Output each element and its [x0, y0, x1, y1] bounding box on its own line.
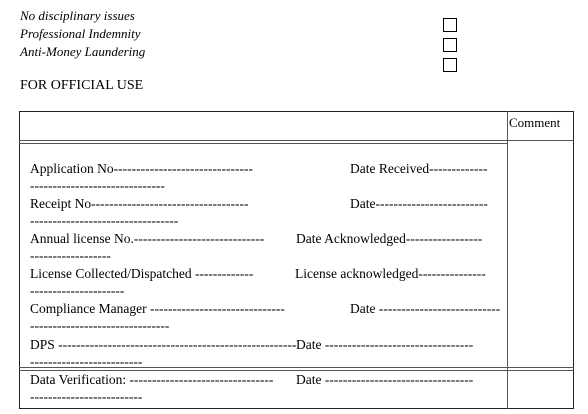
verification-divider-inner [19, 370, 574, 371]
field-dps: DPS ----------------------------------------------------- [30, 337, 297, 352]
column-divider [507, 111, 508, 409]
field-compliance-manager: Compliance Manager ------------------------------ [30, 301, 285, 316]
field-receipt-no: Receipt No----------------------------------- [30, 196, 249, 211]
field-receipt-date: Date------------------------- [350, 196, 488, 211]
declaration-anti-money-laundering: Anti-Money Laundering [20, 44, 146, 59]
field-date-received: Date Received------------- [350, 161, 488, 176]
field-data-verification-cont: ------------------------- [30, 389, 143, 404]
field-dps-date: Date --------------------------------- [296, 337, 474, 352]
checkbox-professional-indemnity[interactable] [443, 38, 457, 52]
field-date-acknowledged: Date Acknowledged----------------- [296, 231, 483, 246]
official-use-heading: FOR OFFICIAL USE [20, 78, 144, 93]
comment-header: Comment [509, 115, 561, 130]
header-divider-inner [19, 143, 508, 144]
field-license-collected: License Collected/Dispatched ------------- [30, 266, 254, 281]
declaration-professional-indemnity: Professional Indemnity [20, 26, 141, 41]
field-annual-license-cont: ------------------ [30, 248, 111, 263]
field-license-acknowledged: License acknowledged--------------- [295, 266, 486, 281]
field-compliance-manager-cont: ------------------------------- [30, 318, 170, 333]
declaration-no-disciplinary: No disciplinary issues [20, 8, 135, 23]
checkbox-anti-money-laundering[interactable] [443, 58, 457, 72]
field-receipt-no-cont: --------------------------------- [30, 213, 179, 228]
field-license-collected-cont: --------------------- [30, 283, 125, 298]
field-application-no-cont: ------------------------------ [30, 178, 165, 193]
field-data-verification: Data Verification: -------------------------------- [30, 372, 274, 387]
field-dps-cont: ------------------------- [30, 354, 143, 369]
field-application-no: Application No------------------------------- [30, 161, 253, 176]
field-compliance-date: Date --------------------------- [350, 301, 501, 316]
header-divider [19, 140, 574, 141]
checkbox-no-disciplinary[interactable] [443, 18, 457, 32]
field-annual-license-no: Annual license No.----------------------------- [30, 231, 265, 246]
field-verification-date: Date --------------------------------- [296, 372, 474, 387]
